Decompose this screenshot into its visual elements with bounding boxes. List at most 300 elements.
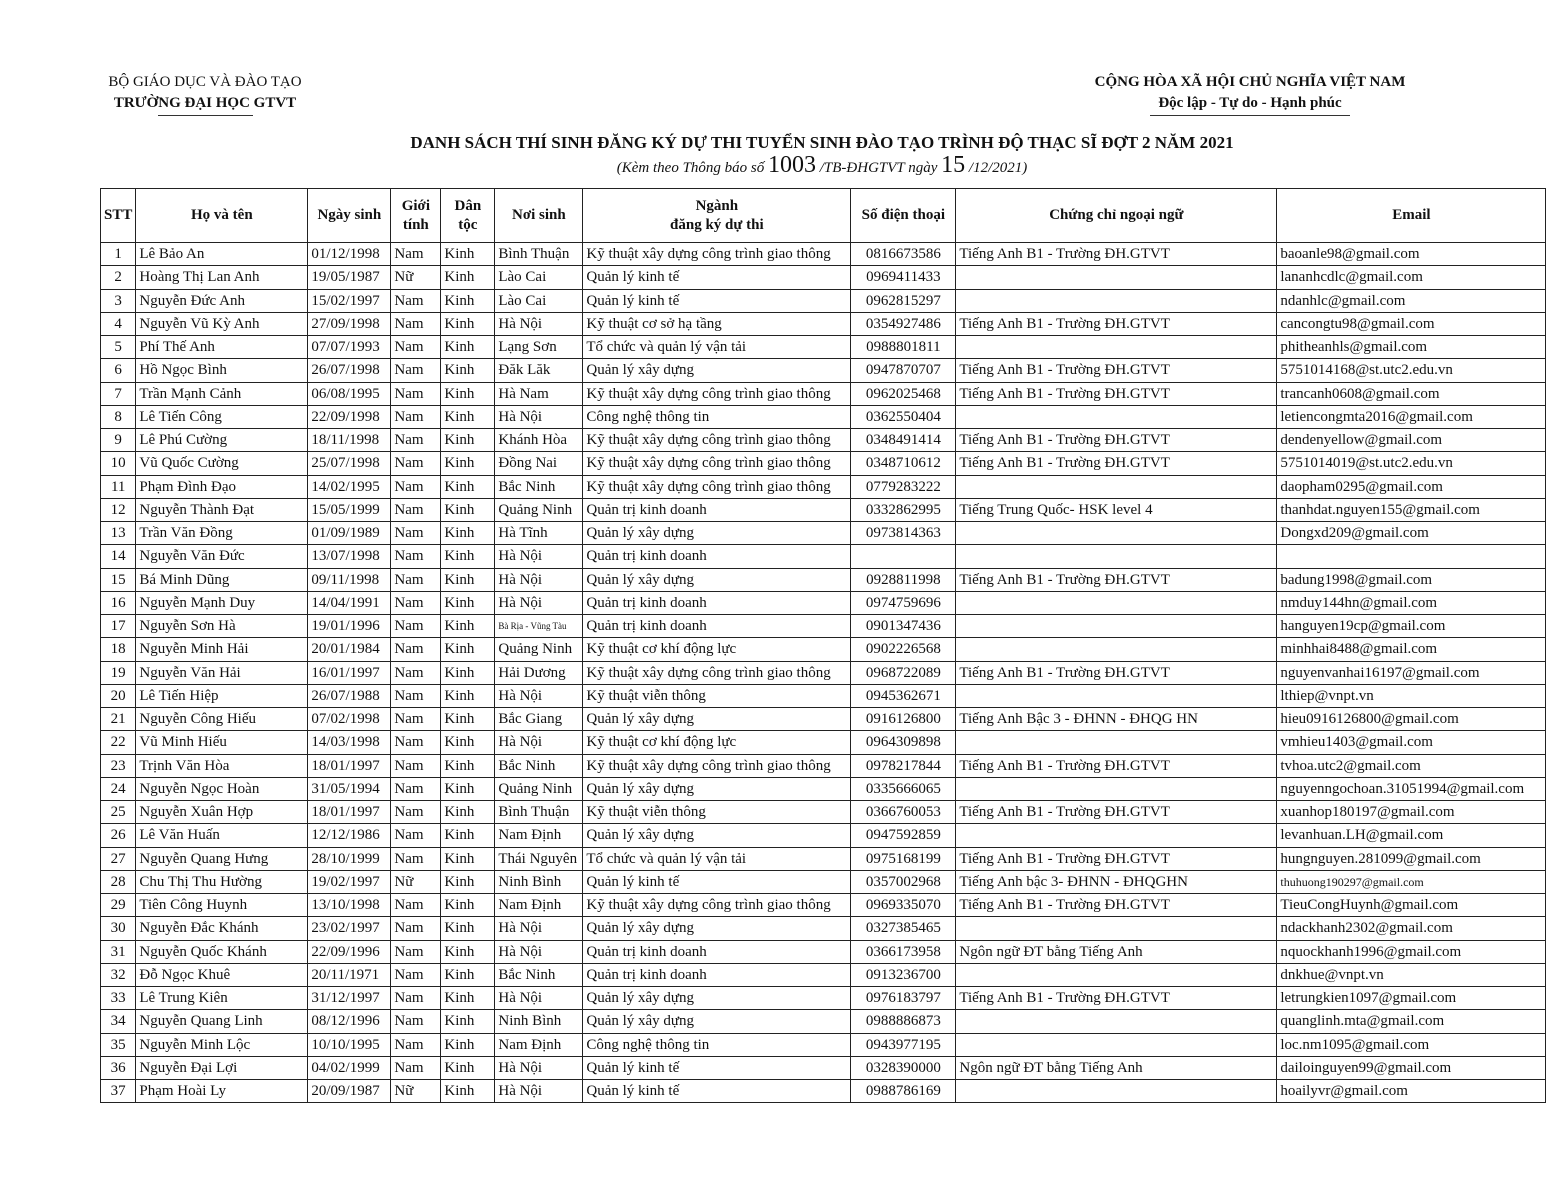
- stt-cell: 28: [101, 870, 136, 893]
- name-cell: Tiên Công Huynh: [136, 894, 308, 917]
- cert-cell: [956, 615, 1277, 638]
- cert-cell: [956, 475, 1277, 498]
- ethnic-cell: Kinh: [441, 777, 495, 800]
- table-row: [101, 452, 1546, 475]
- stt-cell: 33: [101, 987, 136, 1010]
- table-row: [101, 312, 1546, 335]
- gender-cell: Nam: [391, 405, 441, 428]
- ethnic-cell: Kinh: [441, 243, 495, 266]
- col-dob: Ngày sinh: [308, 189, 391, 243]
- email-cell: hieu0916126800@gmail.com: [1277, 708, 1546, 731]
- name-cell: Nguyễn Minh Lộc: [136, 1033, 308, 1056]
- table-row: [101, 382, 1546, 405]
- cert-cell: [956, 1033, 1277, 1056]
- stt-cell: 26: [101, 824, 136, 847]
- dob-cell: 09/11/1998: [308, 568, 391, 591]
- stt-cell: 32: [101, 963, 136, 986]
- stt-cell: 36: [101, 1056, 136, 1079]
- dob-cell: 19/02/1997: [308, 870, 391, 893]
- gender-cell: Nam: [391, 429, 441, 452]
- name-cell: Nguyễn Sơn Hà: [136, 615, 308, 638]
- stt-cell: 15: [101, 568, 136, 591]
- ethnic-cell: Kinh: [441, 754, 495, 777]
- major-cell: Quản lý xây dựng: [583, 917, 851, 940]
- gender-cell: Nam: [391, 801, 441, 824]
- email-cell: vmhieu1403@gmail.com: [1277, 731, 1546, 754]
- cert-cell: [956, 591, 1277, 614]
- cert-cell: [956, 336, 1277, 359]
- major-cell: Quản trị kinh doanh: [583, 940, 851, 963]
- major-cell: Tổ chức và quản lý vận tải: [583, 847, 851, 870]
- phone-cell: 0945362671: [851, 684, 956, 707]
- table-row: [101, 243, 1546, 266]
- dob-cell: 22/09/1998: [308, 405, 391, 428]
- phone-cell: 0362550404: [851, 405, 956, 428]
- gender-cell: Nam: [391, 894, 441, 917]
- phone-cell: 0335666065: [851, 777, 956, 800]
- name-cell: Nguyễn Xuân Hợp: [136, 801, 308, 824]
- table-row: [101, 615, 1546, 638]
- birthplace-cell: Bắc Ninh: [495, 475, 583, 498]
- birthplace-cell: Hà Nội: [495, 987, 583, 1010]
- phone-cell: 0988786169: [851, 1080, 956, 1103]
- dob-cell: 07/02/1998: [308, 708, 391, 731]
- gender-cell: Nam: [391, 336, 441, 359]
- document-subtitle: [100, 152, 1544, 179]
- phone-cell: 0332862995: [851, 498, 956, 521]
- stt-cell: 2: [101, 266, 136, 289]
- ethnic-cell: Kinh: [441, 289, 495, 312]
- stt-cell: 37: [101, 1080, 136, 1103]
- col-major: [583, 189, 851, 243]
- stt-cell: 27: [101, 847, 136, 870]
- ethnic-cell: Kinh: [441, 475, 495, 498]
- phone-cell: 0978217844: [851, 754, 956, 777]
- email-cell: hanguyen19cp@gmail.com: [1277, 615, 1546, 638]
- table-row: [101, 336, 1546, 359]
- ethnic-cell: Kinh: [441, 336, 495, 359]
- cert-cell: Tiếng Anh B1 - Trường ĐH.GTVT: [956, 987, 1277, 1010]
- document-title: DANH SÁCH THÍ SINH ĐĂNG KÝ DỰ THI TUYỂN SINH ĐÀO TẠO TRÌNH ĐỘ THẠC SĨ ĐỢT 2 NĂM 2021: [410, 133, 1234, 152]
- major-cell: Kỹ thuật cơ khí động lực: [583, 731, 851, 754]
- phone-cell: 0902226568: [851, 638, 956, 661]
- birthplace-cell: Ninh Bình: [495, 1010, 583, 1033]
- email-cell: nguyenvanhai16197@gmail.com: [1277, 661, 1546, 684]
- col-gender: [391, 189, 441, 243]
- phone-cell: 0816673586: [851, 243, 956, 266]
- gender-cell: Nam: [391, 1033, 441, 1056]
- phone-cell: 0328390000: [851, 1056, 956, 1079]
- notice-day: 15: [941, 152, 966, 178]
- email-cell: cancongtu98@gmail.com: [1277, 312, 1546, 335]
- cert-cell: [956, 824, 1277, 847]
- major-cell: Kỹ thuật xây dựng công trình giao thông: [583, 894, 851, 917]
- cert-cell: Tiếng Trung Quốc- HSK level 4: [956, 498, 1277, 521]
- birthplace-cell: Hà Nội: [495, 1056, 583, 1079]
- cert-cell: [956, 777, 1277, 800]
- cert-cell: Tiếng Anh B1 - Trường ĐH.GTVT: [956, 359, 1277, 382]
- email-cell: trancanh0608@gmail.com: [1277, 382, 1546, 405]
- cert-cell: Tiếng Anh B1 - Trường ĐH.GTVT: [956, 243, 1277, 266]
- table-row: [101, 638, 1546, 661]
- email-cell: ndackhanh2302@gmail.com: [1277, 917, 1546, 940]
- phone-cell: 0962815297: [851, 289, 956, 312]
- dob-cell: 28/10/1999: [308, 847, 391, 870]
- stt-cell: 30: [101, 917, 136, 940]
- ethnic-cell: Kinh: [441, 522, 495, 545]
- birthplace-cell: Quảng Ninh: [495, 498, 583, 521]
- dob-cell: 04/02/1999: [308, 1056, 391, 1079]
- birthplace-cell: Bắc Ninh: [495, 754, 583, 777]
- major-cell: Quản trị kinh doanh: [583, 498, 851, 521]
- table-row: [101, 498, 1546, 521]
- email-cell: [1277, 545, 1546, 568]
- stt-cell: 22: [101, 731, 136, 754]
- ethnic-cell: Kinh: [441, 382, 495, 405]
- phone-cell: 0348710612: [851, 452, 956, 475]
- ethnic-cell: Kinh: [441, 638, 495, 661]
- name-cell: Nguyễn Quốc Khánh: [136, 940, 308, 963]
- cert-cell: Tiếng Anh B1 - Trường ĐH.GTVT: [956, 801, 1277, 824]
- email-cell: badung1998@gmail.com: [1277, 568, 1546, 591]
- issuer-underline: [158, 115, 253, 116]
- name-cell: Vũ Minh Hiếu: [136, 731, 308, 754]
- table-row: [101, 708, 1546, 731]
- birthplace-cell: Hà Nội: [495, 684, 583, 707]
- gender-cell: Nam: [391, 522, 441, 545]
- phone-cell: 0962025468: [851, 382, 956, 405]
- dob-cell: 01/09/1989: [308, 522, 391, 545]
- phone-cell: 0366760053: [851, 801, 956, 824]
- col-ethnic: [441, 189, 495, 243]
- stt-cell: 12: [101, 498, 136, 521]
- name-cell: Hồ Ngọc Bình: [136, 359, 308, 382]
- dob-cell: 20/11/1971: [308, 963, 391, 986]
- stt-cell: 21: [101, 708, 136, 731]
- birthplace-cell: Lạng Sơn: [495, 336, 583, 359]
- subtitle-suffix: /12/2021): [965, 160, 1028, 176]
- email-cell: nguyenngochoan.31051994@gmail.com: [1277, 777, 1546, 800]
- email-cell: minhhai8488@gmail.com: [1277, 638, 1546, 661]
- birthplace-cell: Hà Nội: [495, 940, 583, 963]
- table-row: [101, 289, 1546, 312]
- major-cell: Quản lý kinh tế: [583, 870, 851, 893]
- major-cell: Quản trị kinh doanh: [583, 615, 851, 638]
- ethnic-cell: Kinh: [441, 894, 495, 917]
- phone-cell: 0988801811: [851, 336, 956, 359]
- col-major-line1: Ngành: [695, 197, 739, 214]
- table-row: [101, 731, 1546, 754]
- dob-cell: 18/01/1997: [308, 801, 391, 824]
- birthplace-cell: Hà Nội: [495, 917, 583, 940]
- gender-cell: Nữ: [391, 266, 441, 289]
- email-cell: hungnguyen.281099@gmail.com: [1277, 847, 1546, 870]
- email-cell: thanhdat.nguyen155@gmail.com: [1277, 498, 1546, 521]
- cert-cell: Tiếng Anh B1 - Trường ĐH.GTVT: [956, 754, 1277, 777]
- ethnic-cell: Kinh: [441, 615, 495, 638]
- stt-cell: 35: [101, 1033, 136, 1056]
- stt-cell: 17: [101, 615, 136, 638]
- email-cell: hoailyvr@gmail.com: [1277, 1080, 1546, 1103]
- cert-cell: Tiếng Anh bậc 3- ĐHNN - ĐHQGHN: [956, 870, 1277, 893]
- name-cell: Hoàng Thị Lan Anh: [136, 266, 308, 289]
- stt-cell: 8: [101, 405, 136, 428]
- birthplace-cell: Hà Nam: [495, 382, 583, 405]
- ethnic-cell: Kinh: [441, 870, 495, 893]
- name-cell: Nguyễn Văn Hải: [136, 661, 308, 684]
- ethnic-cell: Kinh: [441, 405, 495, 428]
- col-cert: Chứng chỉ ngoại ngữ: [956, 189, 1277, 243]
- major-cell: Quản lý kinh tế: [583, 266, 851, 289]
- name-cell: Đỗ Ngọc Khuê: [136, 963, 308, 986]
- cert-cell: [956, 1010, 1277, 1033]
- name-cell: Lê Trung Kiên: [136, 987, 308, 1010]
- birthplace-cell: Hà Nội: [495, 591, 583, 614]
- email-cell: dendenyellow@gmail.com: [1277, 429, 1546, 452]
- name-cell: Chu Thị Thu Hường: [136, 870, 308, 893]
- dob-cell: 16/01/1997: [308, 661, 391, 684]
- national-header: [1060, 72, 1440, 116]
- dob-cell: 23/02/1997: [308, 917, 391, 940]
- table-row: [101, 545, 1546, 568]
- birthplace-cell: Lào Cai: [495, 266, 583, 289]
- cert-cell: [956, 963, 1277, 986]
- major-cell: Quản lý kinh tế: [583, 1080, 851, 1103]
- gender-cell: Nam: [391, 1056, 441, 1079]
- name-cell: Lê Bảo An: [136, 243, 308, 266]
- name-cell: Vũ Quốc Cường: [136, 452, 308, 475]
- stt-cell: 24: [101, 777, 136, 800]
- name-cell: Nguyễn Đắc Khánh: [136, 917, 308, 940]
- email-cell: letiencongmta2016@gmail.com: [1277, 405, 1546, 428]
- table-row: [101, 359, 1546, 382]
- birthplace-cell: Đồng Nai: [495, 452, 583, 475]
- table-row: [101, 940, 1546, 963]
- gender-cell: Nam: [391, 731, 441, 754]
- name-cell: Trần Văn Đồng: [136, 522, 308, 545]
- name-cell: Nguyễn Quang Hưng: [136, 847, 308, 870]
- major-cell: Tổ chức và quản lý vận tải: [583, 336, 851, 359]
- gender-cell: Nam: [391, 963, 441, 986]
- phone-cell: 0928811998: [851, 568, 956, 591]
- name-cell: Nguyễn Văn Đức: [136, 545, 308, 568]
- name-cell: Nguyễn Đại Lợi: [136, 1056, 308, 1079]
- email-cell: levanhuan.LH@gmail.com: [1277, 824, 1546, 847]
- dob-cell: 19/01/1996: [308, 615, 391, 638]
- phone-cell: 0969335070: [851, 894, 956, 917]
- ethnic-cell: Kinh: [441, 591, 495, 614]
- birthplace-cell: Khánh Hòa: [495, 429, 583, 452]
- table-row: [101, 475, 1546, 498]
- major-cell: Kỹ thuật xây dựng công trình giao thông: [583, 475, 851, 498]
- table-row: [101, 266, 1546, 289]
- ethnic-cell: Kinh: [441, 1056, 495, 1079]
- email-cell: baoanle98@gmail.com: [1277, 243, 1546, 266]
- ethnic-cell: Kinh: [441, 545, 495, 568]
- phone-cell: 0964309898: [851, 731, 956, 754]
- gender-cell: Nam: [391, 243, 441, 266]
- stt-cell: 6: [101, 359, 136, 382]
- email-cell: xuanhop180197@gmail.com: [1277, 801, 1546, 824]
- dob-cell: 13/07/1998: [308, 545, 391, 568]
- birthplace-cell: Nam Định: [495, 1033, 583, 1056]
- ethnic-cell: Kinh: [441, 452, 495, 475]
- table-row: [101, 777, 1546, 800]
- major-cell: Quản lý xây dựng: [583, 359, 851, 382]
- email-cell: 5751014168@st.utc2.edu.vn: [1277, 359, 1546, 382]
- birthplace-cell: Ninh Bình: [495, 870, 583, 893]
- subtitle-middle: /TB-ĐHGTVT ngày: [816, 160, 942, 176]
- dob-cell: 27/09/1998: [308, 312, 391, 335]
- ethnic-cell: Kinh: [441, 498, 495, 521]
- stt-cell: 18: [101, 638, 136, 661]
- major-cell: Quản lý xây dựng: [583, 777, 851, 800]
- dob-cell: 12/12/1986: [308, 824, 391, 847]
- phone-cell: 0779283222: [851, 475, 956, 498]
- table-row: [101, 824, 1546, 847]
- cert-cell: [956, 731, 1277, 754]
- col-gender-label: Giới tính: [401, 197, 431, 233]
- email-cell: letrungkien1097@gmail.com: [1277, 987, 1546, 1010]
- birthplace-cell: Hà Nội: [495, 568, 583, 591]
- table-row: [101, 1033, 1546, 1056]
- dob-cell: 07/07/1993: [308, 336, 391, 359]
- gender-cell: Nam: [391, 824, 441, 847]
- phone-cell: 0947870707: [851, 359, 956, 382]
- cert-cell: Ngôn ngữ ĐT bằng Tiếng Anh: [956, 940, 1277, 963]
- stt-cell: 34: [101, 1010, 136, 1033]
- major-cell: Kỹ thuật cơ sở hạ tầng: [583, 312, 851, 335]
- table-row: [101, 870, 1546, 893]
- gender-cell: Nam: [391, 545, 441, 568]
- cert-cell: [956, 917, 1277, 940]
- table-row: [101, 847, 1546, 870]
- dob-cell: 20/09/1987: [308, 1080, 391, 1103]
- gender-cell: Nam: [391, 987, 441, 1010]
- ethnic-cell: Kinh: [441, 731, 495, 754]
- major-cell: Kỹ thuật xây dựng công trình giao thông: [583, 429, 851, 452]
- name-cell: Bá Minh Dũng: [136, 568, 308, 591]
- table-row: [101, 963, 1546, 986]
- phone-cell: 0975168199: [851, 847, 956, 870]
- cert-cell: [956, 638, 1277, 661]
- name-cell: Trịnh Văn Hòa: [136, 754, 308, 777]
- birthplace-cell: Hà Nội: [495, 545, 583, 568]
- birthplace-cell: Hà Nội: [495, 405, 583, 428]
- email-cell: dailoinguyen99@gmail.com: [1277, 1056, 1546, 1079]
- major-cell: Kỹ thuật viễn thông: [583, 801, 851, 824]
- phone-cell: 0988886873: [851, 1010, 956, 1033]
- col-birthplace: Nơi sinh: [495, 189, 583, 243]
- subtitle-prefix: (Kèm theo Thông báo số: [616, 160, 768, 176]
- col-name: Họ và tên: [136, 189, 308, 243]
- ethnic-cell: Kinh: [441, 312, 495, 335]
- cert-cell: [956, 289, 1277, 312]
- email-cell: daopham0295@gmail.com: [1277, 475, 1546, 498]
- phone-cell: 0974759696: [851, 591, 956, 614]
- major-cell: Quản lý xây dựng: [583, 1010, 851, 1033]
- gender-cell: Nam: [391, 568, 441, 591]
- stt-cell: 14: [101, 545, 136, 568]
- cert-cell: Tiếng Anh B1 - Trường ĐH.GTVT: [956, 429, 1277, 452]
- table-row: [101, 894, 1546, 917]
- table-row: [101, 429, 1546, 452]
- ethnic-cell: Kinh: [441, 940, 495, 963]
- cert-cell: Tiếng Anh B1 - Trường ĐH.GTVT: [956, 568, 1277, 591]
- phone-cell: 0947592859: [851, 824, 956, 847]
- table-row: [101, 1056, 1546, 1079]
- gender-cell: Nam: [391, 1010, 441, 1033]
- birthplace-cell: Nam Định: [495, 824, 583, 847]
- dob-cell: 31/12/1997: [308, 987, 391, 1010]
- cert-cell: Tiếng Anh B1 - Trường ĐH.GTVT: [956, 382, 1277, 405]
- phone-cell: 0348491414: [851, 429, 956, 452]
- major-cell: Quản lý kinh tế: [583, 289, 851, 312]
- dob-cell: 14/03/1998: [308, 731, 391, 754]
- phone-cell: [851, 545, 956, 568]
- table-row: [101, 917, 1546, 940]
- dob-cell: 26/07/1988: [308, 684, 391, 707]
- stt-cell: 11: [101, 475, 136, 498]
- gender-cell: Nam: [391, 452, 441, 475]
- phone-cell: 0916126800: [851, 708, 956, 731]
- name-cell: Lê Phú Cường: [136, 429, 308, 452]
- ethnic-cell: Kinh: [441, 266, 495, 289]
- phone-cell: 0354927486: [851, 312, 956, 335]
- dob-cell: 25/07/1998: [308, 452, 391, 475]
- email-cell: lthiep@vnpt.vn: [1277, 684, 1546, 707]
- dob-cell: 31/05/1994: [308, 777, 391, 800]
- name-cell: Nguyễn Thành Đạt: [136, 498, 308, 521]
- ethnic-cell: Kinh: [441, 429, 495, 452]
- col-stt: STT: [101, 189, 136, 243]
- table-header-row: [101, 189, 1546, 243]
- major-cell: Quản lý xây dựng: [583, 987, 851, 1010]
- cert-cell: Tiếng Anh B1 - Trường ĐH.GTVT: [956, 312, 1277, 335]
- cert-cell: [956, 405, 1277, 428]
- dob-cell: 18/01/1997: [308, 754, 391, 777]
- major-cell: Kỹ thuật xây dựng công trình giao thông: [583, 754, 851, 777]
- email-cell: quanglinh.mta@gmail.com: [1277, 1010, 1546, 1033]
- birthplace-cell: Hà Nội: [495, 312, 583, 335]
- email-cell: thuhuong190297@gmail.com: [1277, 870, 1546, 893]
- national-motto: Độc lập - Tự do - Hạnh phúc: [1158, 95, 1342, 111]
- gender-cell: Nam: [391, 615, 441, 638]
- gender-cell: Nam: [391, 638, 441, 661]
- name-cell: Nguyễn Vũ Kỳ Anh: [136, 312, 308, 335]
- motto-underline: [1150, 115, 1350, 116]
- birthplace-cell: Hà Tĩnh: [495, 522, 583, 545]
- name-cell: Phí Thế Anh: [136, 336, 308, 359]
- cert-cell: [956, 1080, 1277, 1103]
- birthplace-cell: Hải Dương: [495, 661, 583, 684]
- major-cell: Kỹ thuật viễn thông: [583, 684, 851, 707]
- gender-cell: Nam: [391, 312, 441, 335]
- table-row: [101, 987, 1546, 1010]
- table-row: [101, 568, 1546, 591]
- notice-number: 1003: [768, 152, 816, 178]
- birthplace-cell: Hà Nội: [495, 1080, 583, 1103]
- stt-cell: 7: [101, 382, 136, 405]
- stt-cell: 1: [101, 243, 136, 266]
- birthplace-cell: Bình Thuận: [495, 243, 583, 266]
- cert-cell: Ngôn ngữ ĐT bằng Tiếng Anh: [956, 1056, 1277, 1079]
- dob-cell: 08/12/1996: [308, 1010, 391, 1033]
- dob-cell: 18/11/1998: [308, 429, 391, 452]
- stt-cell: 19: [101, 661, 136, 684]
- name-cell: Lê Văn Huấn: [136, 824, 308, 847]
- birthplace-cell: Quảng Ninh: [495, 638, 583, 661]
